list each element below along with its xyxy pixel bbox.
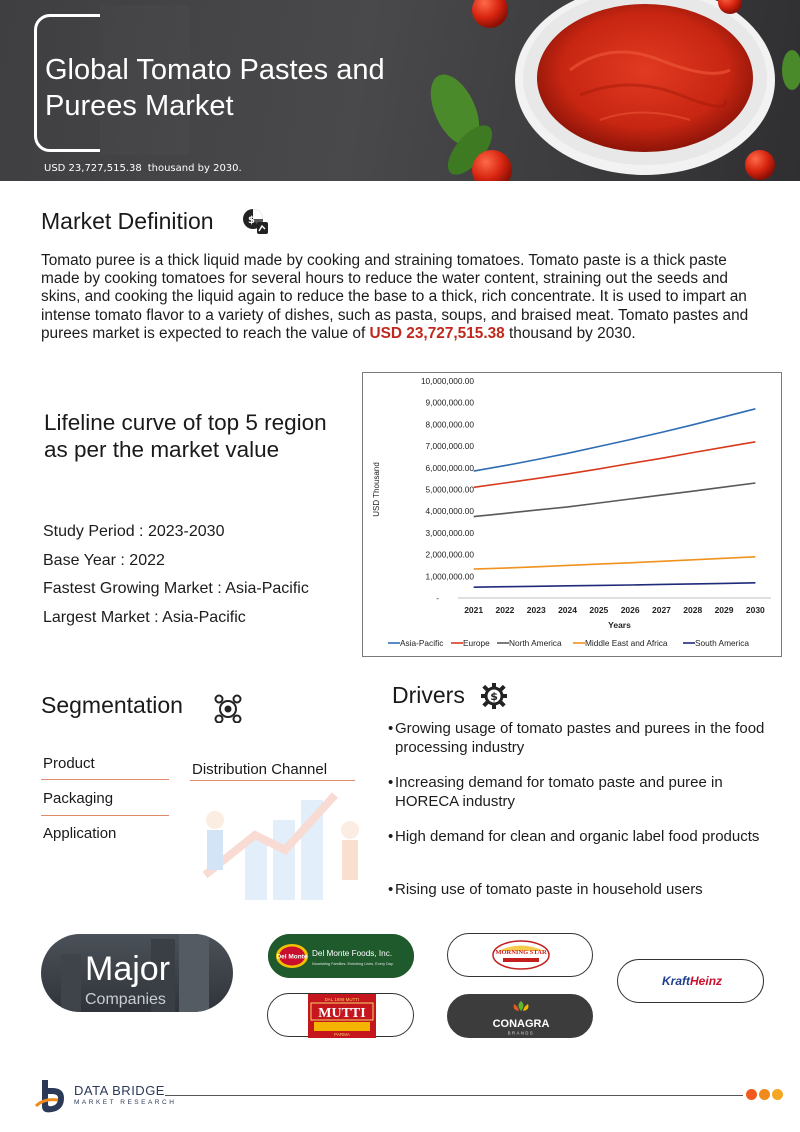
conagra-sub: BRANDS <box>507 1030 535 1036</box>
legend-label: Europe <box>463 638 490 648</box>
x-tick-label: 2023 <box>526 605 546 615</box>
segment-divider <box>41 779 169 780</box>
major-companies-badge <box>41 934 233 1012</box>
market-definition-title: Market Definition <box>41 208 214 234</box>
company-delmonte <box>268 934 414 978</box>
legend-label: Asia-Pacific <box>400 638 444 648</box>
svg-text:$: $ <box>490 690 498 704</box>
series-line-europe <box>474 442 756 488</box>
x-tick-label: 2026 <box>620 605 640 615</box>
y-tick-label: 1,000,000.00 <box>425 571 474 582</box>
drivers-title: Drivers <box>392 682 465 708</box>
segmentation-title: Segmentation <box>41 692 183 718</box>
companies-label: Companies <box>85 991 166 1008</box>
segment-packaging: Packaging <box>43 790 114 807</box>
x-tick-label: 2025 <box>589 605 609 615</box>
delmonte-tagline: Nourishing Families. Enriching Lives. Every Day. <box>312 962 394 966</box>
lifeline-chart <box>362 372 782 657</box>
line-chart-svg <box>363 373 783 658</box>
hero-subtitle-value: USD 23,727,515.38 <box>44 163 142 174</box>
footer-dot <box>759 1089 770 1100</box>
lifeline-title: Lifeline curve of top 5 region as per the market value <box>44 410 327 462</box>
y-tick-label: 7,000,000.00 <box>425 441 474 452</box>
footer-brand: DATA BRIDGE <box>74 1083 165 1098</box>
x-tick-label: 2027 <box>651 605 671 615</box>
x-tick-label: 2024 <box>558 605 578 615</box>
y-tick-label: 6,000,000.00 <box>425 462 474 473</box>
footer-divider <box>165 1095 743 1096</box>
page-title: Global Tomato Pastes and Purees Market <box>45 54 385 122</box>
segments-icon <box>213 693 243 723</box>
segment-application: Application <box>43 825 117 842</box>
driver-item: • Increasing demand for tomato paste and puree in HORECA industry <box>388 774 723 810</box>
morningstar-text: MORNING STAR <box>495 949 547 956</box>
x-tick-label: 2029 <box>714 605 734 615</box>
databridge-logo-icon <box>34 1076 74 1116</box>
company-conagra <box>447 994 593 1038</box>
footer-dot <box>772 1089 783 1100</box>
y-tick-label: 3,000,000.00 <box>425 527 474 538</box>
series-line-south-america <box>474 583 756 587</box>
hero-banner <box>0 0 800 181</box>
company-morningstar <box>447 933 593 977</box>
y-axis-title: USD Thousand <box>372 462 381 517</box>
svg-text:$: $ <box>248 215 255 226</box>
major-label: Major <box>85 950 171 988</box>
x-tick-label: 2030 <box>745 605 765 615</box>
series-line-middle-east-and-africa <box>474 557 756 569</box>
y-tick-label: 5,000,000.00 <box>425 484 474 495</box>
y-tick-label: 4,000,000.00 <box>425 506 474 517</box>
segmentation-illustration <box>175 780 375 905</box>
market-definition-text: Tomato puree is a thick liquid made by cooking and straining tomatoes. Tomato paste is a thick paste made by cooking tomatoes for several hours to reduce the water content, straining out the seeds and skins, and cooking the liquid again to reduce the base to a thick, rich concentrate. It is used to impart an intense tomato flavor to a variety of dishes, such as pasta, soups, and braised meat. Tomato pastes and purees market is expected to reach the value of USD 23,727,515.38 thousand by 2030. <box>41 252 749 342</box>
conagra-text: CONAGRA <box>492 1018 550 1030</box>
segment-product: Product <box>43 755 95 772</box>
y-tick-label: 9,000,000.00 <box>425 397 474 408</box>
y-tick-label: 8,000,000.00 <box>425 419 474 430</box>
y-tick-label: 10,000,000.00 <box>420 376 474 386</box>
series-line-north-america <box>474 483 756 517</box>
driver-item: • Growing usage of tomato pastes and purees in the food processing industry <box>388 720 765 756</box>
x-tick-label: 2022 <box>495 605 515 615</box>
driver-item: • Rising use of tomato paste in household users <box>388 881 703 898</box>
delmonte-badge-text: Del Monte <box>276 953 308 961</box>
x-axis-title: Years <box>608 620 631 630</box>
segment-divider <box>190 780 355 781</box>
base-year: Base Year : 2022 <box>43 551 165 569</box>
segment-divider <box>41 815 169 816</box>
fastest-growing-market: Fastest Growing Market : Asia-Pacific <box>43 580 309 598</box>
legend-label: South America <box>695 638 749 648</box>
driver-item: • High demand for clean and organic label food products <box>388 828 760 845</box>
hero-subtitle-suffix: thousand by 2030. <box>147 163 242 174</box>
mutti-top-text: DAL 1899 MUTTI <box>324 997 360 1002</box>
largest-market: Largest Market : Asia-Pacific <box>43 608 246 626</box>
legend-label: Middle East and Africa <box>585 638 668 648</box>
company-mutti <box>267 993 414 1037</box>
mutti-text: MUTTI <box>318 1006 366 1021</box>
y-tick-label: - <box>436 593 439 603</box>
segment-distribution-channel: Distribution Channel <box>192 761 328 778</box>
y-tick-label: 2,000,000.00 <box>425 549 474 560</box>
kraftheinz-logo: KraftHeinz <box>662 974 723 988</box>
tomato-sauce-bowl-image <box>430 0 800 181</box>
delmonte-name: Del Monte Foods, Inc. <box>312 949 393 958</box>
footer-dot <box>746 1089 757 1100</box>
legend-label: North America <box>509 638 562 648</box>
series-line-asia-pacific <box>474 409 756 471</box>
gear-dollar-icon <box>480 682 508 710</box>
footer-brand-sub: MARKET RESEARCH <box>74 1099 177 1106</box>
market-value-highlight: USD 23,727,515.38 <box>369 324 505 342</box>
x-tick-label: 2021 <box>464 605 484 615</box>
mutti-bottom-text: PARMA <box>334 1032 350 1037</box>
company-kraftheinz <box>617 959 764 1003</box>
market-facts <box>43 518 309 632</box>
hero-subtitle <box>44 163 242 174</box>
study-period: Study Period : 2023-2030 <box>43 523 225 540</box>
x-tick-label: 2028 <box>683 605 703 615</box>
dollar-chart-icon <box>241 207 269 235</box>
